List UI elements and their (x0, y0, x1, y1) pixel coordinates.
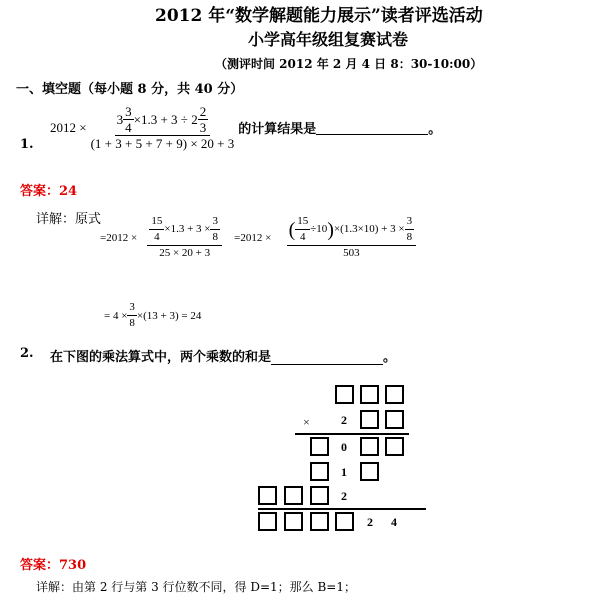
q1-suffix: 的计算结果是 (238, 121, 317, 136)
digit-box (360, 437, 379, 456)
q2-end: 。 (383, 350, 397, 365)
s3-n: 3 (127, 300, 137, 316)
question-2-number: 2. (20, 346, 34, 361)
s3-d: 8 (129, 317, 135, 329)
digit-box (385, 437, 404, 456)
s2-nb: 4 (300, 231, 306, 243)
digit-box (284, 512, 303, 531)
s1-na: 15 (149, 214, 164, 230)
s2-nd: 8 (406, 231, 413, 243)
question-2-text (50, 346, 396, 365)
digit-two: 2 (367, 515, 373, 529)
digit-box (360, 462, 379, 481)
digit-box (258, 512, 277, 531)
q1-num-frac2-n: 2 (199, 104, 207, 119)
section-heading: 一、填空题（每小题 8 分，共 40 分） (16, 82, 244, 97)
s1-nd: 8 (212, 231, 218, 243)
product-line-2 (258, 508, 426, 510)
s2-nmid: ÷10 (310, 223, 328, 235)
s2-prefix: =2012 × (234, 231, 272, 244)
q1-answer-blank[interactable] (316, 120, 428, 135)
page-title: 2012 年“数学解题能力展示”读者评选活动 (155, 6, 483, 26)
q1-num-frac-n: 3 (125, 104, 132, 119)
q1-detail-label: 详解：原式 (36, 212, 102, 227)
digit-2: 2 (341, 413, 347, 427)
s3-prefix: = 4 × (104, 309, 128, 322)
digit-0: 0 (341, 440, 347, 454)
s2-den: 503 (343, 247, 360, 259)
question-1-number: 1. (20, 137, 34, 152)
q2-text: 在下图的乘法算式中，两个乘数的和是 (50, 350, 272, 365)
digit-box (335, 512, 354, 531)
q2-answer-blank[interactable] (271, 350, 383, 365)
question-1-expression (50, 104, 441, 151)
times-sign: × (303, 415, 310, 429)
q1-solution-step-1: =2012 × $\frac{15}{4}$ ×1.3 + 3 × $\frac{3}{8}$ 25 × 20 + 3 =2012 × ( $\frac{15}{4}$ ÷10 ) ×(1.3×10) + 3 × $\frac{3}{8}$ 503 (100, 214, 431, 261)
digit-2b: 2 (341, 489, 347, 503)
digit-box (310, 512, 329, 531)
digit-four: 4 (391, 515, 397, 529)
digit-box (360, 410, 379, 429)
q1-end: 。 (428, 121, 442, 136)
s3-rest: ×(13 + 3) = 24 (136, 309, 202, 322)
q1-main-fraction (89, 104, 237, 151)
digit-box (385, 410, 404, 429)
q1-solution-step-3 (104, 300, 201, 331)
s1-prefix: =2012 × (100, 231, 138, 244)
q2-detail: 详解：由第 2 行与第 3 行位数不同，得 D=1；那么 B=1； (36, 580, 356, 594)
digit-box (310, 486, 329, 505)
digit-1: 1 (341, 465, 347, 479)
q1-denominator: (1 + 3 + 5 + 7 + 9) × 20 + 3 (90, 136, 235, 151)
digit-box (310, 462, 329, 481)
s2-nc: 3 (405, 214, 415, 230)
q1-num-frac2-d: 3 (199, 120, 207, 135)
s1-nb: 4 (154, 231, 160, 243)
digit-box (360, 385, 379, 404)
q1-coef: 2012 × (50, 119, 87, 135)
s1-nmid: ×1.3 + 3 × (164, 223, 211, 235)
s2-na: 15 (295, 214, 310, 230)
q1-num-whole: 3 (116, 112, 124, 127)
s1-den: 25 × 20 + 3 (159, 247, 211, 259)
s1-nc: 3 (210, 214, 220, 230)
q1-num-rest: ×1.3 + 3 ÷ 2 (133, 112, 198, 127)
digit-box (284, 486, 303, 505)
digit-box (258, 486, 277, 505)
q2-answer: 答案：730 (20, 558, 87, 573)
page-subtitle: 小学高年级组复赛试卷 (248, 30, 409, 49)
product-line-1 (295, 433, 409, 435)
s2-nrest: ×(1.3×10) + 3 × (333, 223, 405, 235)
digit-box (385, 385, 404, 404)
q1-answer: 答案：24 (20, 184, 78, 199)
exam-time: （测评时间 2012 年 2 月 4 日 8：30-10:00） (215, 57, 483, 71)
digit-box (310, 437, 329, 456)
q1-num-frac-d: 4 (125, 120, 132, 135)
digit-box (335, 385, 354, 404)
